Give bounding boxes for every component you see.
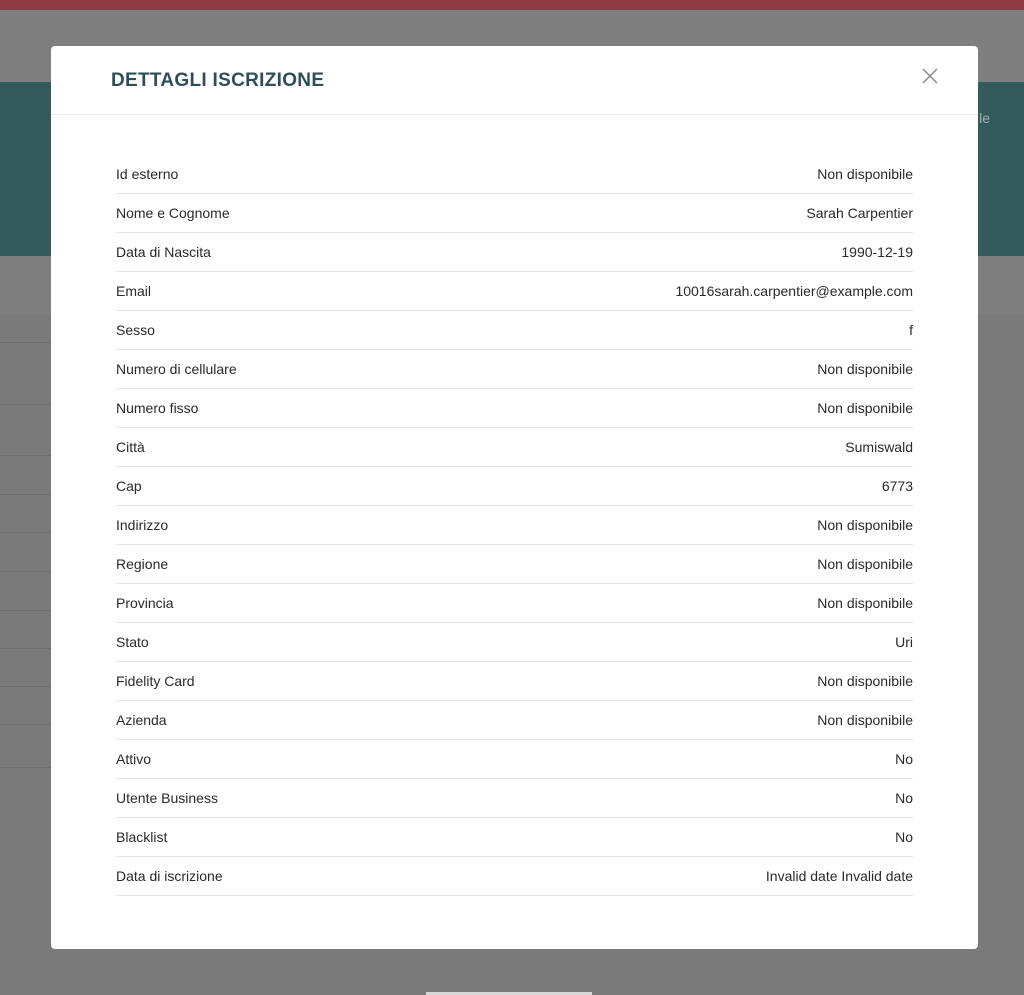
detail-value: Non disponibile	[817, 556, 913, 572]
detail-row-fidelity-card	[116, 662, 913, 701]
detail-label: Data di Nascita	[116, 244, 211, 260]
close-icon[interactable]	[920, 66, 940, 86]
detail-value: f	[909, 322, 913, 338]
detail-label: Blacklist	[116, 829, 168, 845]
detail-label: Utente Business	[116, 790, 218, 806]
detail-label: Email	[116, 283, 152, 299]
detail-value: No	[895, 790, 913, 806]
subscription-details-modal	[51, 46, 978, 949]
detail-row-attivo	[116, 740, 913, 779]
detail-label: Data di iscrizione	[116, 868, 223, 884]
detail-row-blacklist	[116, 818, 913, 857]
detail-label: Attivo	[116, 751, 152, 767]
detail-value: No	[895, 829, 913, 845]
close-button[interactable]	[920, 66, 940, 86]
detail-row-regione	[116, 545, 913, 584]
detail-row-cap	[116, 467, 913, 506]
detail-label: Numero fisso	[116, 400, 199, 416]
detail-label: Indirizzo	[116, 517, 169, 533]
detail-label: Regione	[116, 556, 169, 572]
detail-row-data-iscrizione	[116, 857, 913, 896]
detail-row-azienda	[116, 701, 913, 740]
detail-label: Numero di cellulare	[116, 361, 237, 377]
detail-value: 6773	[881, 478, 913, 494]
detail-value: 10016sarah.carpentier@example.com	[675, 283, 913, 299]
detail-value: Non disponibile	[817, 517, 913, 533]
detail-label: Id esterno	[116, 166, 179, 182]
detail-label: Provincia	[116, 595, 174, 611]
detail-value: Non disponibile	[817, 400, 913, 416]
modal-title: DETTAGLI ISCRIZIONE	[111, 70, 325, 91]
detail-label: Fidelity Card	[116, 673, 195, 689]
detail-value: Invalid date Invalid date	[765, 868, 913, 884]
detail-row-stato	[116, 623, 913, 662]
detail-value: Non disponibile	[817, 595, 913, 611]
details-list	[51, 155, 978, 896]
detail-value: Non disponibile	[817, 673, 913, 689]
app-top-bar	[0, 0, 1024, 10]
detail-row-utente-business	[116, 779, 913, 818]
detail-row-numero-cellulare	[116, 350, 913, 389]
detail-value: No	[895, 751, 913, 767]
detail-value: Uri	[895, 634, 913, 650]
detail-value: Non disponibile	[817, 361, 913, 377]
detail-label: Cap	[116, 478, 142, 494]
detail-value: Non disponibile	[817, 166, 913, 182]
detail-row-provincia	[116, 584, 913, 623]
detail-row-citta	[116, 428, 913, 467]
detail-row-id-esterno	[116, 155, 913, 194]
detail-value: Non disponibile	[817, 712, 913, 728]
detail-row-nome-cognome	[116, 194, 913, 233]
detail-label: Stato	[116, 634, 149, 650]
detail-label: Azienda	[116, 712, 167, 728]
detail-value: Sumiswald	[845, 439, 913, 455]
modal-header	[51, 46, 978, 115]
detail-row-sesso	[116, 311, 913, 350]
detail-label: Città	[116, 439, 145, 455]
detail-row-indirizzo	[116, 506, 913, 545]
detail-row-numero-fisso	[116, 389, 913, 428]
detail-value: Sarah Carpentier	[806, 205, 913, 221]
detail-value: 1990-12-19	[841, 244, 913, 260]
hero-text-fragment: le	[979, 110, 990, 126]
detail-label: Nome e Cognome	[116, 205, 230, 221]
detail-label: Sesso	[116, 322, 155, 338]
detail-row-data-nascita	[116, 233, 913, 272]
detail-row-email	[116, 272, 913, 311]
